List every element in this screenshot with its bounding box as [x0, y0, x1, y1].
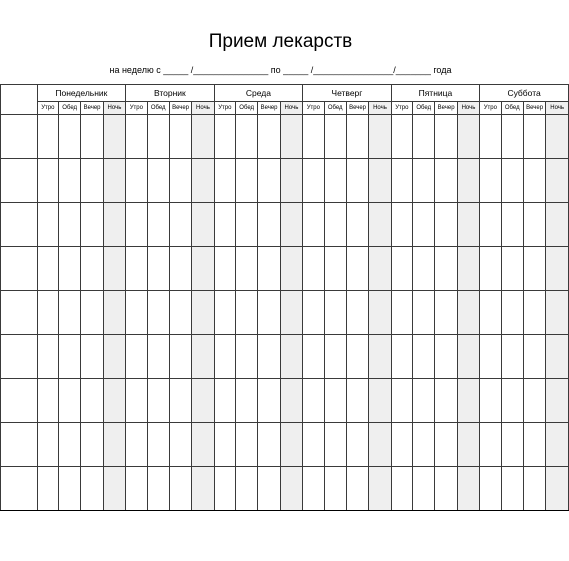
dose-cell[interactable]	[37, 203, 58, 247]
dose-cell[interactable]	[192, 203, 214, 247]
dose-cell[interactable]	[37, 379, 58, 423]
dose-cell[interactable]	[147, 203, 169, 247]
dose-cell[interactable]	[435, 379, 457, 423]
dose-cell[interactable]	[546, 467, 569, 511]
dose-cell[interactable]	[435, 159, 457, 203]
dose-cell[interactable]	[523, 467, 545, 511]
day-header: Пятница	[391, 85, 480, 102]
slot-header-row	[1, 102, 569, 115]
dose-cell[interactable]	[369, 115, 391, 159]
dose-cell[interactable]	[214, 335, 235, 379]
dose-cell[interactable]	[103, 291, 125, 335]
dose-cell[interactable]	[501, 115, 523, 159]
dose-cell[interactable]	[169, 335, 191, 379]
dose-cell[interactable]	[391, 335, 412, 379]
medication-schedule	[0, 84, 565, 514]
dose-cell[interactable]	[346, 291, 368, 335]
dose-cell[interactable]	[523, 335, 545, 379]
dose-cell[interactable]	[346, 335, 368, 379]
dose-cell[interactable]	[58, 467, 80, 511]
dose-cell[interactable]	[346, 379, 368, 423]
dose-cell[interactable]	[501, 291, 523, 335]
dose-cell[interactable]	[280, 159, 302, 203]
dose-cell[interactable]	[169, 159, 191, 203]
dose-cell[interactable]	[58, 159, 80, 203]
dose-cell[interactable]	[391, 467, 412, 511]
slot-header: Ночь	[457, 102, 479, 115]
dose-cell[interactable]	[480, 467, 501, 511]
slot-header: Утро	[303, 102, 324, 115]
dose-cell[interactable]	[391, 423, 412, 467]
dose-cell[interactable]	[391, 203, 412, 247]
dose-cell[interactable]	[391, 115, 412, 159]
dose-cell[interactable]	[413, 291, 435, 335]
dose-cell[interactable]	[457, 379, 479, 423]
dose-cell[interactable]	[523, 115, 545, 159]
dose-cell[interactable]	[369, 467, 391, 511]
dose-cell[interactable]	[126, 203, 147, 247]
dose-cell[interactable]	[37, 291, 58, 335]
dose-cell[interactable]	[435, 467, 457, 511]
dose-cell[interactable]	[147, 423, 169, 467]
dose-cell[interactable]	[58, 423, 80, 467]
dose-cell[interactable]	[103, 467, 125, 511]
dose-cell[interactable]	[324, 247, 346, 291]
dose-cell[interactable]	[369, 335, 391, 379]
medication-name-cell[interactable]	[1, 379, 38, 423]
slot-header: Вечер	[435, 102, 457, 115]
dose-cell[interactable]	[37, 247, 58, 291]
dose-cell[interactable]	[58, 379, 80, 423]
dose-cell[interactable]	[324, 203, 346, 247]
dose-cell[interactable]	[457, 203, 479, 247]
dose-cell[interactable]	[523, 203, 545, 247]
dose-cell[interactable]	[303, 467, 324, 511]
dose-cell[interactable]	[192, 115, 214, 159]
dose-cell[interactable]	[413, 115, 435, 159]
dose-cell[interactable]	[126, 335, 147, 379]
dose-cell[interactable]	[435, 247, 457, 291]
dose-cell[interactable]	[192, 379, 214, 423]
dose-cell[interactable]	[192, 291, 214, 335]
dose-cell[interactable]	[103, 159, 125, 203]
schedule-row	[1, 115, 569, 159]
dose-cell[interactable]	[546, 247, 569, 291]
medication-name-cell[interactable]	[1, 247, 38, 291]
dose-cell[interactable]	[546, 291, 569, 335]
dose-cell[interactable]	[214, 423, 235, 467]
dose-cell[interactable]	[258, 291, 280, 335]
dose-cell[interactable]	[258, 423, 280, 467]
dose-cell[interactable]	[169, 379, 191, 423]
dose-cell[interactable]	[258, 203, 280, 247]
dose-cell[interactable]	[546, 423, 569, 467]
dose-cell[interactable]	[258, 335, 280, 379]
dose-cell[interactable]	[126, 115, 147, 159]
dose-cell[interactable]	[324, 423, 346, 467]
dose-cell[interactable]	[523, 423, 545, 467]
dose-cell[interactable]	[235, 203, 257, 247]
dose-cell[interactable]	[324, 379, 346, 423]
dose-cell[interactable]	[457, 423, 479, 467]
dose-cell[interactable]	[81, 115, 103, 159]
dose-cell[interactable]	[192, 423, 214, 467]
dose-cell[interactable]	[37, 467, 58, 511]
dose-cell[interactable]	[435, 203, 457, 247]
medication-name-cell[interactable]	[1, 203, 38, 247]
dose-cell[interactable]	[192, 159, 214, 203]
dose-cell[interactable]	[235, 379, 257, 423]
dose-cell[interactable]	[81, 203, 103, 247]
dose-cell[interactable]	[523, 159, 545, 203]
dose-cell[interactable]	[413, 335, 435, 379]
dose-cell[interactable]	[480, 203, 501, 247]
dose-cell[interactable]	[413, 159, 435, 203]
dose-cell[interactable]	[480, 335, 501, 379]
dose-cell[interactable]	[58, 203, 80, 247]
week-range-line: на неделю с _____ /_______________ по _____ /________________/_______ года	[109, 65, 452, 75]
dose-cell[interactable]	[435, 423, 457, 467]
day-header: Вторник	[126, 85, 214, 102]
dose-cell[interactable]	[103, 423, 125, 467]
dose-cell[interactable]	[58, 291, 80, 335]
dose-cell[interactable]	[501, 159, 523, 203]
dose-cell[interactable]	[103, 379, 125, 423]
dose-cell[interactable]	[413, 379, 435, 423]
dose-cell[interactable]	[235, 159, 257, 203]
dose-cell[interactable]	[501, 423, 523, 467]
dose-cell[interactable]	[280, 379, 302, 423]
dose-cell[interactable]	[147, 335, 169, 379]
dose-cell[interactable]	[324, 467, 346, 511]
dose-cell[interactable]	[235, 423, 257, 467]
dose-cell[interactable]	[546, 115, 569, 159]
dose-cell[interactable]	[303, 159, 324, 203]
medication-name-cell[interactable]	[1, 423, 38, 467]
slot-header: Вечер	[346, 102, 368, 115]
dose-cell[interactable]	[324, 159, 346, 203]
page-title: Прием лекарств	[208, 31, 353, 52]
slot-header: Ночь	[192, 102, 214, 115]
dose-cell[interactable]	[126, 379, 147, 423]
dose-cell[interactable]	[280, 247, 302, 291]
dose-cell[interactable]	[280, 467, 302, 511]
dose-cell[interactable]	[391, 247, 412, 291]
day-header: Суббота	[480, 85, 569, 102]
slot-header: Вечер	[258, 102, 280, 115]
dose-cell[interactable]	[435, 291, 457, 335]
dose-cell[interactable]	[346, 247, 368, 291]
dose-cell[interactable]	[126, 159, 147, 203]
dose-cell[interactable]	[169, 247, 191, 291]
schedule-row	[1, 467, 569, 511]
dose-cell[interactable]	[147, 115, 169, 159]
dose-cell[interactable]	[324, 115, 346, 159]
dose-cell[interactable]	[523, 291, 545, 335]
dose-cell[interactable]	[303, 291, 324, 335]
dose-cell[interactable]	[235, 467, 257, 511]
dose-cell[interactable]	[37, 115, 58, 159]
dose-cell[interactable]	[369, 159, 391, 203]
schedule-row	[1, 335, 569, 379]
dose-cell[interactable]	[303, 379, 324, 423]
schedule-row	[1, 291, 569, 335]
dose-cell[interactable]	[501, 467, 523, 511]
medication-name-cell[interactable]	[1, 159, 38, 203]
dose-cell[interactable]	[480, 423, 501, 467]
dose-cell[interactable]	[369, 247, 391, 291]
dose-cell[interactable]	[81, 291, 103, 335]
dose-cell[interactable]	[81, 379, 103, 423]
dose-cell[interactable]	[303, 247, 324, 291]
dose-cell[interactable]	[523, 247, 545, 291]
dose-cell[interactable]	[480, 115, 501, 159]
dose-cell[interactable]	[303, 115, 324, 159]
dose-cell[interactable]	[103, 115, 125, 159]
medication-name-cell[interactable]	[1, 291, 38, 335]
dose-cell[interactable]	[346, 203, 368, 247]
dose-cell[interactable]	[58, 115, 80, 159]
dose-cell[interactable]	[169, 467, 191, 511]
slot-header: Ночь	[103, 102, 125, 115]
slot-header: Утро	[214, 102, 235, 115]
dose-cell[interactable]	[457, 335, 479, 379]
dose-cell[interactable]	[324, 291, 346, 335]
dose-cell[interactable]	[214, 159, 235, 203]
dose-cell[interactable]	[457, 247, 479, 291]
medication-name-cell[interactable]	[1, 335, 38, 379]
dose-cell[interactable]	[214, 467, 235, 511]
dose-cell[interactable]	[391, 291, 412, 335]
dose-cell[interactable]	[258, 247, 280, 291]
slot-header: Вечер	[81, 102, 103, 115]
dose-cell[interactable]	[37, 159, 58, 203]
dose-cell[interactable]	[147, 159, 169, 203]
dose-cell[interactable]	[369, 379, 391, 423]
slot-header: Утро	[126, 102, 147, 115]
dose-cell[interactable]	[369, 423, 391, 467]
dose-cell[interactable]	[214, 203, 235, 247]
dose-cell[interactable]	[37, 335, 58, 379]
schedule-row	[1, 379, 569, 423]
dose-cell[interactable]	[546, 335, 569, 379]
dose-cell[interactable]	[546, 379, 569, 423]
dose-cell[interactable]	[346, 115, 368, 159]
dose-cell[interactable]	[457, 291, 479, 335]
dose-cell[interactable]	[81, 335, 103, 379]
slot-header: Ночь	[369, 102, 391, 115]
dose-cell[interactable]	[523, 379, 545, 423]
dose-cell[interactable]	[280, 291, 302, 335]
dose-cell[interactable]	[214, 115, 235, 159]
dose-cell[interactable]	[147, 291, 169, 335]
slot-header: Обед	[147, 102, 169, 115]
slot-header: Ночь	[280, 102, 302, 115]
dose-cell[interactable]	[303, 423, 324, 467]
dose-cell[interactable]	[369, 291, 391, 335]
dose-cell[interactable]	[280, 423, 302, 467]
schedule-row	[1, 247, 569, 291]
slot-header: Обед	[501, 102, 523, 115]
dose-cell[interactable]	[103, 247, 125, 291]
dose-cell[interactable]	[214, 291, 235, 335]
dose-cell[interactable]	[147, 247, 169, 291]
dose-cell[interactable]	[126, 423, 147, 467]
dose-cell[interactable]	[258, 115, 280, 159]
dose-cell[interactable]	[303, 335, 324, 379]
slot-header: Утро	[480, 102, 501, 115]
dose-cell[interactable]	[435, 335, 457, 379]
dose-cell[interactable]	[413, 203, 435, 247]
dose-cell[interactable]	[192, 335, 214, 379]
slot-header: Утро	[391, 102, 412, 115]
slot-header: Обед	[235, 102, 257, 115]
dose-cell[interactable]	[235, 291, 257, 335]
dose-cell[interactable]	[480, 247, 501, 291]
slot-header: Вечер	[169, 102, 191, 115]
schedule-row	[1, 203, 569, 247]
dose-cell[interactable]	[235, 247, 257, 291]
slot-header: Обед	[413, 102, 435, 115]
schedule-table	[0, 84, 569, 511]
dose-cell[interactable]	[192, 247, 214, 291]
dose-cell[interactable]	[391, 379, 412, 423]
slot-header: Утро	[37, 102, 58, 115]
schedule-row	[1, 423, 569, 467]
slot-header: Обед	[58, 102, 80, 115]
dose-cell[interactable]	[235, 335, 257, 379]
dose-cell[interactable]	[457, 115, 479, 159]
dose-cell[interactable]	[103, 335, 125, 379]
dose-cell[interactable]	[147, 379, 169, 423]
dose-cell[interactable]	[126, 247, 147, 291]
dose-cell[interactable]	[235, 115, 257, 159]
dose-cell[interactable]	[303, 203, 324, 247]
dose-cell[interactable]	[169, 115, 191, 159]
day-header: Среда	[214, 85, 303, 102]
dose-cell[interactable]	[103, 203, 125, 247]
dose-cell[interactable]	[169, 291, 191, 335]
dose-cell[interactable]	[58, 335, 80, 379]
corner-cell	[1, 85, 38, 115]
dose-cell[interactable]	[413, 467, 435, 511]
dose-cell[interactable]	[346, 159, 368, 203]
dose-cell[interactable]	[81, 159, 103, 203]
dose-cell[interactable]	[280, 203, 302, 247]
dose-cell[interactable]	[280, 115, 302, 159]
dose-cell[interactable]	[126, 291, 147, 335]
dose-cell[interactable]	[81, 423, 103, 467]
dose-cell[interactable]	[413, 247, 435, 291]
slot-header: Вечер	[523, 102, 545, 115]
dose-cell[interactable]	[192, 467, 214, 511]
dose-cell[interactable]	[147, 467, 169, 511]
day-header: Четверг	[303, 85, 392, 102]
dose-cell[interactable]	[457, 159, 479, 203]
slot-header: Обед	[324, 102, 346, 115]
medication-name-cell[interactable]	[1, 467, 38, 511]
dose-cell[interactable]	[546, 203, 569, 247]
dose-cell[interactable]	[58, 247, 80, 291]
dose-cell[interactable]	[391, 159, 412, 203]
dose-cell[interactable]	[214, 379, 235, 423]
dose-cell[interactable]	[480, 291, 501, 335]
dose-cell[interactable]	[413, 423, 435, 467]
dose-cell[interactable]	[346, 467, 368, 511]
dose-cell[interactable]	[126, 467, 147, 511]
dose-cell[interactable]	[169, 203, 191, 247]
dose-cell[interactable]	[480, 159, 501, 203]
dose-cell[interactable]	[81, 467, 103, 511]
schedule-row	[1, 159, 569, 203]
dose-cell[interactable]	[258, 159, 280, 203]
dose-cell[interactable]	[435, 115, 457, 159]
dose-cell[interactable]	[501, 203, 523, 247]
dose-cell[interactable]	[258, 467, 280, 511]
dose-cell[interactable]	[501, 379, 523, 423]
dose-cell[interactable]	[480, 379, 501, 423]
dose-cell[interactable]	[501, 247, 523, 291]
dose-cell[interactable]	[324, 335, 346, 379]
dose-cell[interactable]	[169, 423, 191, 467]
day-header: Понедельник	[37, 85, 126, 102]
dose-cell[interactable]	[346, 423, 368, 467]
dose-cell[interactable]	[258, 379, 280, 423]
dose-cell[interactable]	[81, 247, 103, 291]
slot-header: Ночь	[546, 102, 569, 115]
dose-cell[interactable]	[369, 203, 391, 247]
dose-cell[interactable]	[546, 159, 569, 203]
dose-cell[interactable]	[501, 335, 523, 379]
dose-cell[interactable]	[214, 247, 235, 291]
day-header-row	[1, 85, 569, 102]
dose-cell[interactable]	[37, 423, 58, 467]
dose-cell[interactable]	[280, 335, 302, 379]
medication-name-cell[interactable]	[1, 115, 38, 159]
dose-cell[interactable]	[457, 467, 479, 511]
